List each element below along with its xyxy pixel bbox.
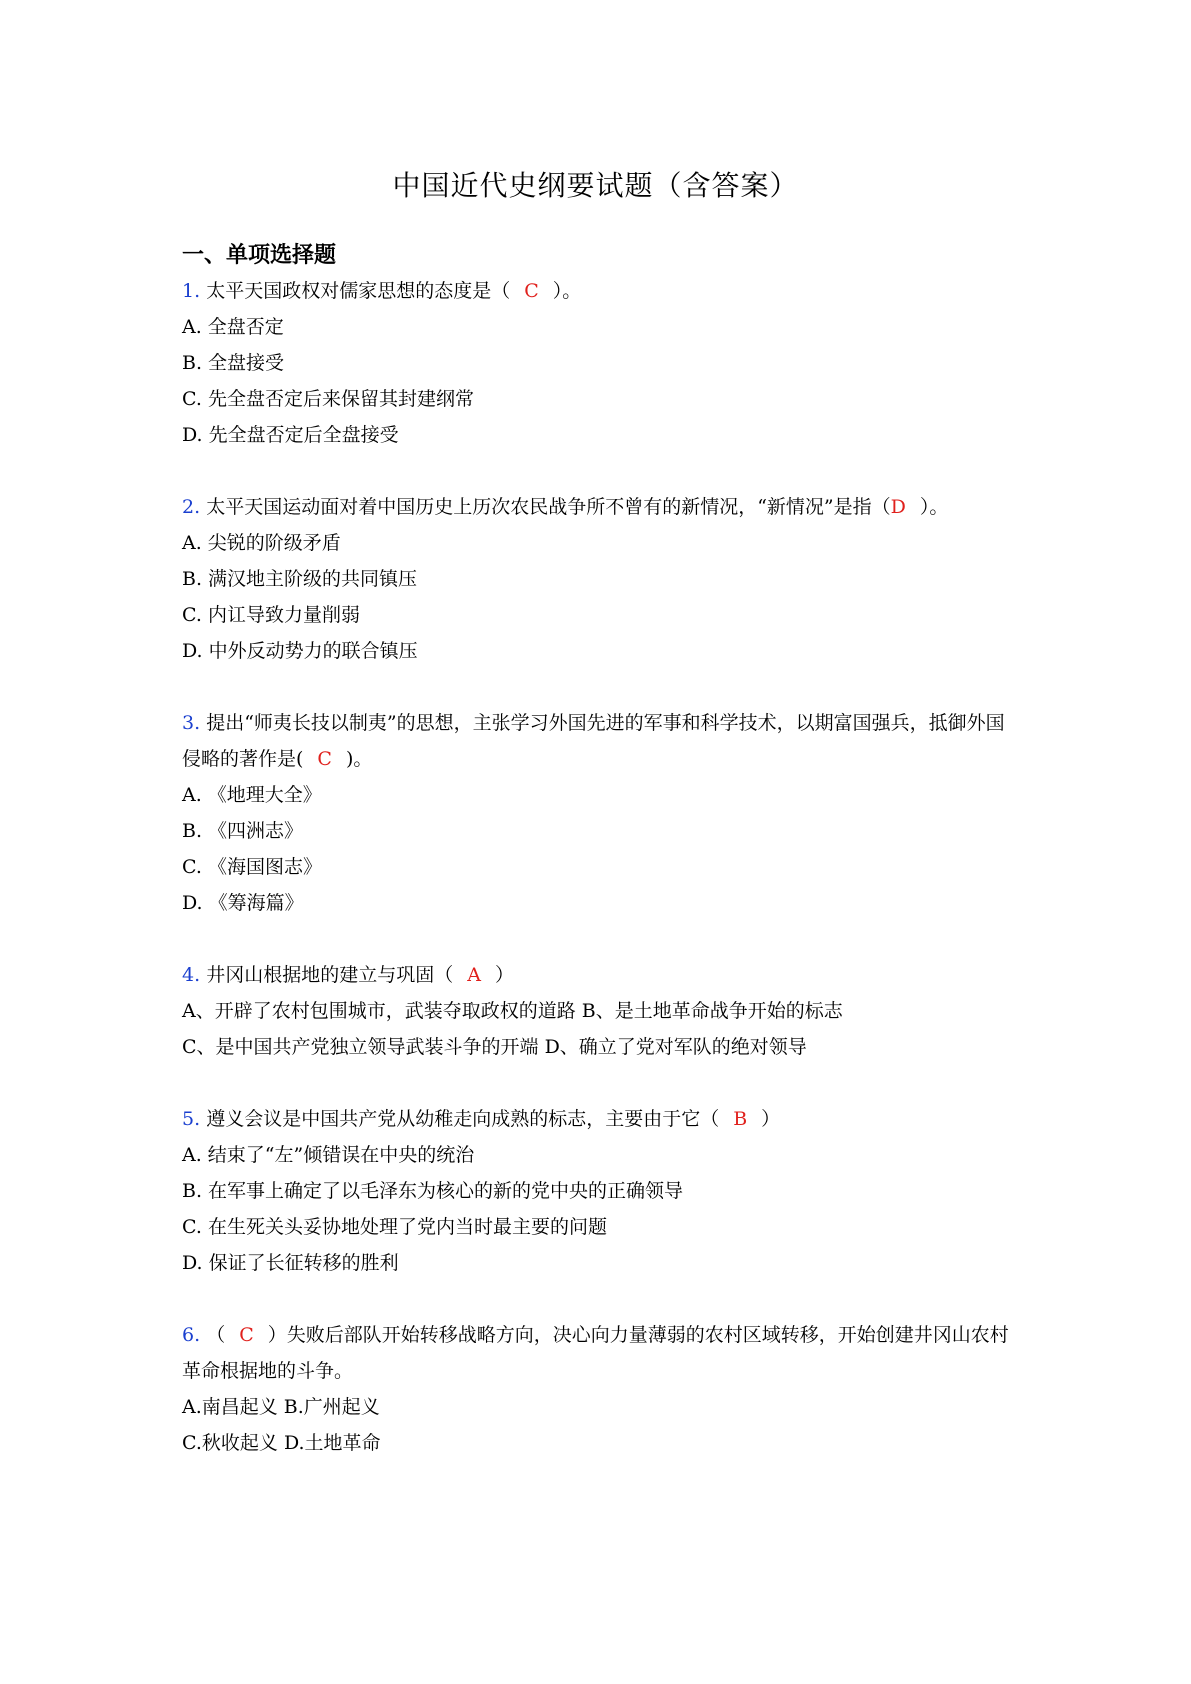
option-c: C. 先全盘否定后来保留其封建纲常 [182, 388, 474, 410]
stem-text-end: ）。 [919, 496, 949, 518]
answer-letter: C [524, 280, 539, 302]
option-a: A. 全盘否定 [182, 316, 284, 338]
stem-text-end: ）失败后部队开始转移战略方向，决心向力量薄弱的农村区域转移，开始创建井冈山农村革命根据地的斗争。 [182, 1324, 1009, 1382]
stem-text: 提出“师夷长技以制夷”的思想，主张学习外国先进的军事和科学技术，以期富国强兵，抵御外国侵略的著作是( [182, 712, 1005, 770]
question-list [182, 273, 1012, 1461]
stem-text-end: ） [761, 1108, 781, 1130]
option-c-d: C.秋收起义 D.土地革命 [182, 1432, 381, 1454]
answer-letter: B [733, 1108, 748, 1130]
question-2 [182, 489, 1012, 669]
option-a-b: A.南昌起义 B.广州起义 [182, 1396, 380, 1418]
stem-text-end: ）。 [552, 280, 582, 302]
question-stem [182, 705, 1012, 777]
option-d: D. 保证了长征转移的胜利 [182, 1252, 399, 1274]
question-1 [182, 273, 1012, 453]
answer-letter: D [890, 496, 906, 518]
option-c: C. 内讧导致力量削弱 [182, 604, 360, 626]
section-heading: 一、单项选择题 [182, 243, 337, 268]
question-stem [182, 489, 1012, 525]
question-number: 4. [182, 964, 201, 986]
stem-text: （ [206, 1324, 226, 1346]
question-stem [182, 1101, 1012, 1137]
option-c-d: C、是中国共产党独立领导武装斗争的开端 D、确立了党对军队的绝对领导 [182, 1036, 807, 1058]
option-b: B. 满汉地主阶级的共同镇压 [182, 568, 418, 590]
option-c: C. 在生死关头妥协地处理了党内当时最主要的问题 [182, 1216, 607, 1238]
question-3 [182, 705, 1012, 921]
question-number: 1. [182, 280, 201, 302]
question-6 [182, 1317, 1012, 1461]
question-number: 6. [182, 1324, 201, 1346]
option-b: B. 《四洲志》 [182, 820, 304, 842]
answer-letter: C [317, 748, 332, 770]
stem-text: 太平天国运动面对着中国历史上历次农民战争所不曾有的新情况，“新情况”是指（ [206, 496, 891, 518]
option-d: D. 先全盘否定后全盘接受 [182, 424, 399, 446]
question-stem [182, 957, 1012, 993]
question-number: 2. [182, 496, 201, 518]
question-stem [182, 1317, 1012, 1389]
option-a: A. 结束了“左”倾错误在中央的统治 [182, 1144, 475, 1166]
option-d: D. 中外反动势力的联合镇压 [182, 640, 418, 662]
stem-text-end: ） [494, 964, 514, 986]
question-4 [182, 957, 1012, 1065]
option-a-b: A、开辟了农村包围城市，武装夺取政权的道路 B、是土地革命战争开始的标志 [182, 1000, 843, 1022]
question-stem [182, 273, 1012, 309]
option-b: B. 在军事上确定了以毛泽东为核心的新的党中央的正确领导 [182, 1180, 684, 1202]
stem-text: 遵义会议是中国共产党从幼稚走向成熟的标志，主要由于它（ [206, 1108, 720, 1130]
answer-letter: C [239, 1324, 254, 1346]
stem-text: 井冈山根据地的建立与巩固（ [206, 964, 454, 986]
option-b: B. 全盘接受 [182, 352, 285, 374]
answer-letter: A [467, 964, 481, 986]
option-a: A. 尖锐的阶级矛盾 [182, 532, 341, 554]
option-c: C. 《海国图志》 [182, 856, 322, 878]
stem-text: 太平天国政权对儒家思想的态度是（ [206, 280, 511, 302]
page-title: 中国近代史纲要试题（含答案） [392, 169, 799, 202]
question-number: 3. [182, 712, 201, 734]
stem-text-end: )。 [345, 748, 373, 770]
option-a: A. 《地理大全》 [182, 784, 322, 806]
question-number: 5. [182, 1108, 201, 1130]
option-d: D. 《筹海篇》 [182, 892, 304, 914]
question-5 [182, 1101, 1012, 1281]
